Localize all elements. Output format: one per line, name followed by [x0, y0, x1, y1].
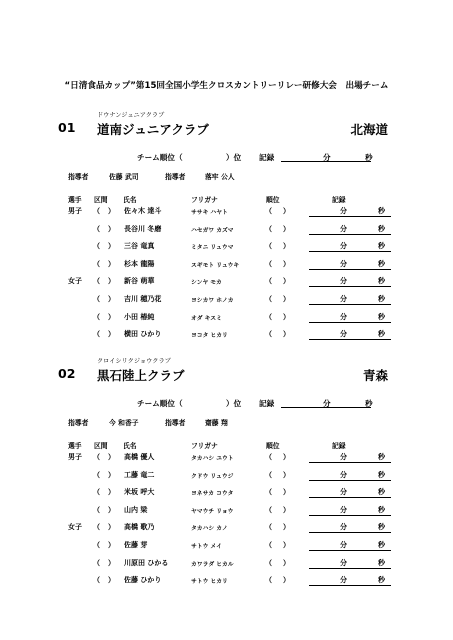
rank-paren-open: （: [265, 224, 272, 233]
section-paren-open: （: [93, 312, 100, 321]
team-rank-suffix: ）位: [226, 399, 242, 408]
player-furigana: カワラダ ヒカル: [191, 561, 234, 568]
second-unit: 秒: [378, 541, 385, 549]
rank-paren-open: （: [265, 242, 272, 251]
record-minute-unit: 分: [323, 399, 331, 408]
minute-unit: 分: [340, 505, 347, 514]
section-paren-close: ）: [108, 576, 115, 585]
player-name: 杉本 龍陽: [124, 259, 155, 268]
rank-paren-open: （: [265, 207, 272, 215]
player-furigana: ヨシカワ ホノカ: [191, 298, 234, 304]
rank-paren-open: （: [265, 277, 272, 286]
section-paren-close: ）: [108, 558, 115, 567]
minute-unit: 分: [340, 312, 347, 321]
rank-paren-open: （: [265, 505, 272, 514]
second-unit: 秒: [378, 558, 385, 567]
minute-unit: 分: [340, 576, 347, 585]
team-furigana: クロイシリクジョウクラブ: [97, 358, 171, 365]
section-paren-open: （: [93, 558, 100, 567]
second-unit: 秒: [378, 312, 385, 321]
rank-paren-close: ）: [283, 488, 290, 497]
second-unit: 秒: [378, 242, 385, 251]
player-name: 佐藤 ひかり: [124, 576, 162, 585]
section-paren-close: ）: [108, 523, 115, 532]
column-header-furigana: フリガナ: [191, 196, 218, 204]
minute-unit: 分: [340, 242, 347, 251]
rank-paren-close: ）: [283, 295, 290, 303]
minute-unit: 分: [340, 207, 347, 215]
rank-paren-close: ）: [283, 453, 290, 461]
coach-name-2: 落牢 公人: [205, 173, 235, 181]
section-paren-open: （: [93, 453, 100, 461]
record-line: [309, 339, 391, 340]
gender-label: 女子: [68, 523, 82, 532]
section-paren-open: （: [93, 207, 100, 215]
section-paren-close: ）: [108, 312, 115, 321]
player-name: 高橋 歌乃: [124, 523, 155, 532]
second-unit: 秒: [378, 576, 385, 585]
rank-paren-close: ）: [283, 242, 290, 251]
player-furigana: サトウ ヒカリ: [191, 579, 228, 586]
player-furigana: ミタニ リュウマ: [191, 245, 234, 252]
record-line: [309, 550, 391, 551]
team-name: 黒石陸上クラブ: [97, 368, 185, 383]
record-label: 記録: [259, 399, 275, 408]
coach-label: 指導者: [68, 173, 89, 181]
rank-paren-close: ）: [283, 207, 290, 215]
record-line: [309, 304, 391, 305]
team-number: 01: [58, 120, 76, 135]
second-unit: 秒: [378, 207, 385, 215]
section-paren-open: （: [93, 576, 100, 585]
second-unit: 秒: [378, 295, 385, 303]
rank-paren-close: ）: [283, 558, 290, 567]
prefecture: 北海道: [350, 122, 388, 137]
section-paren-close: ）: [108, 259, 115, 268]
gender-label: 男子: [68, 453, 82, 461]
record-line: [309, 532, 391, 533]
minute-unit: 分: [340, 541, 347, 549]
rank-paren-open: （: [265, 470, 272, 479]
team-furigana: ドウナンジュニアクラブ: [97, 112, 165, 119]
section-paren-open: （: [93, 523, 100, 532]
section-paren-open: （: [93, 488, 100, 497]
player-furigana: ヨコタ ヒカリ: [191, 333, 228, 340]
section-paren-close: ）: [108, 541, 115, 549]
section-paren-close: ）: [108, 295, 115, 303]
player-name: 高橋 優人: [124, 453, 155, 461]
second-unit: 秒: [378, 330, 385, 339]
player-furigana: スギモト リュウキ: [191, 262, 240, 269]
minute-unit: 分: [340, 330, 347, 339]
column-header-player: 選手: [68, 196, 82, 204]
team-name: 道南ジュニアクラブ: [97, 122, 209, 137]
minute-unit: 分: [340, 488, 347, 497]
record-line: [309, 269, 391, 270]
rank-paren-open: （: [265, 488, 272, 497]
section-paren-open: （: [93, 505, 100, 514]
minute-unit: 分: [340, 453, 347, 461]
player-name: 工藤 竜二: [124, 470, 155, 479]
rank-paren-open: （: [265, 523, 272, 532]
player-name: 佐々木 達斗: [124, 207, 162, 215]
rank-paren-close: ）: [283, 541, 290, 549]
record-line: [309, 585, 391, 586]
minute-unit: 分: [340, 470, 347, 479]
prefecture: 青森: [362, 368, 388, 383]
second-unit: 秒: [378, 505, 385, 514]
rank-paren-open: （: [265, 453, 272, 461]
player-name: 山内 梁: [124, 505, 148, 514]
player-name: 吉川 穂乃花: [124, 295, 162, 303]
player-furigana: ハセガワ カズマ: [191, 227, 234, 234]
column-header-record: 記録: [332, 442, 346, 450]
player-name: 川原田 ひかる: [124, 558, 169, 567]
player-furigana: サトウ メイ: [191, 544, 222, 550]
player-name: 佐藤 芽: [124, 541, 148, 549]
rank-paren-open: （: [265, 312, 272, 321]
column-header-name: 氏名: [123, 196, 137, 204]
coach-label-2: 指導者: [165, 419, 186, 427]
rank-paren-close: ）: [283, 259, 290, 268]
second-unit: 秒: [378, 224, 385, 233]
minute-unit: 分: [340, 224, 347, 233]
rank-paren-close: ）: [283, 576, 290, 585]
record-second-unit: 秒: [365, 399, 373, 408]
player-name: 長谷川 冬磨: [124, 224, 162, 233]
section-paren-close: ）: [108, 330, 115, 339]
player-name: 小田 椿純: [124, 312, 155, 321]
rank-paren-open: （: [265, 295, 272, 303]
section-paren-close: ）: [108, 453, 115, 461]
column-header-rank: 順位: [266, 442, 280, 450]
record-label: 記録: [259, 153, 275, 162]
section-paren-open: （: [93, 224, 100, 233]
player-furigana: ヤマウチ リョウ: [191, 508, 234, 515]
player-name: 新谷 萌華: [124, 277, 155, 286]
rank-paren-open: （: [265, 558, 272, 567]
second-unit: 秒: [378, 453, 385, 461]
record-line: [309, 216, 391, 217]
section-paren-open: （: [93, 541, 100, 549]
second-unit: 秒: [378, 523, 385, 532]
record-second-unit: 秒: [365, 153, 373, 162]
player-name: 横田 ひかり: [124, 330, 162, 339]
second-unit: 秒: [378, 259, 385, 268]
section-paren-close: ）: [108, 207, 115, 215]
document-title: “日清食品カップ”第15回全国小学生クロスカントリーリレー研修大会 出場チーム: [64, 81, 389, 91]
record-line: [309, 322, 391, 323]
team-rank-suffix: ）位: [226, 153, 242, 162]
record-line: [309, 251, 391, 252]
coach-name-1: 佐藤 武司: [109, 173, 139, 181]
player-furigana: ササキ ハヤト: [191, 210, 228, 216]
record-line: [309, 497, 391, 498]
record-line: [309, 286, 391, 287]
team-rank-label: チーム順位（: [137, 153, 183, 162]
minute-unit: 分: [340, 259, 347, 268]
gender-label: 男子: [68, 207, 82, 215]
rank-paren-open: （: [265, 330, 272, 339]
player-furigana: シンヤ モカ: [191, 280, 222, 287]
record-line: [309, 480, 391, 481]
record-line: [309, 462, 391, 463]
second-unit: 秒: [378, 488, 385, 497]
column-header-section: 区間: [94, 196, 108, 204]
rank-paren-open: （: [265, 259, 272, 268]
section-paren-open: （: [93, 470, 100, 479]
rank-paren-close: ）: [283, 224, 290, 233]
section-paren-close: ）: [108, 277, 115, 286]
coach-name-2: 齋藤 翔: [205, 419, 228, 427]
column-header-player: 選手: [68, 442, 82, 450]
record-line: [309, 515, 391, 516]
section-paren-close: ）: [108, 224, 115, 233]
section-paren-close: ）: [108, 242, 115, 251]
section-paren-open: （: [93, 295, 100, 303]
player-furigana: タカハシ ユウト: [191, 456, 234, 462]
rank-paren-open: （: [265, 541, 272, 549]
rank-paren-close: ）: [283, 312, 290, 321]
section-paren-close: ）: [108, 488, 115, 497]
minute-unit: 分: [340, 558, 347, 567]
minute-unit: 分: [340, 295, 347, 303]
rank-paren-close: ）: [283, 277, 290, 286]
rank-paren-close: ）: [283, 470, 290, 479]
record-minute-unit: 分: [323, 153, 331, 162]
rank-paren-close: ）: [283, 330, 290, 339]
coach-label: 指導者: [68, 419, 89, 427]
second-unit: 秒: [378, 470, 385, 479]
section-paren-open: （: [93, 242, 100, 251]
player-furigana: タカハシ カノ: [191, 526, 228, 533]
column-header-rank: 順位: [266, 196, 280, 204]
coach-label-2: 指導者: [165, 173, 186, 181]
record-line: [309, 234, 391, 235]
team-rank-label: チーム順位（: [137, 399, 183, 408]
coach-name-1: 今 和香子: [109, 419, 139, 427]
column-header-name: 氏名: [123, 442, 137, 450]
column-header-section: 区間: [94, 442, 108, 450]
player-furigana: ヨネサカ コウタ: [191, 491, 234, 498]
gender-label: 女子: [68, 277, 82, 286]
player-furigana: オダ キスミ: [191, 315, 222, 322]
player-name: 三谷 竜真: [124, 242, 155, 251]
team-number: 02: [58, 366, 76, 381]
rank-paren-close: ）: [283, 505, 290, 514]
column-header-furigana: フリガナ: [191, 442, 218, 450]
section-paren-close: ）: [108, 470, 115, 479]
section-paren-open: （: [93, 330, 100, 339]
section-paren-open: （: [93, 277, 100, 286]
player-furigana: クドウ リュウジ: [191, 473, 234, 480]
column-header-record: 記録: [332, 196, 346, 204]
minute-unit: 分: [340, 523, 347, 532]
record-line: [309, 568, 391, 569]
player-name: 米坂 呼大: [124, 488, 155, 497]
section-paren-open: （: [93, 259, 100, 268]
minute-unit: 分: [340, 277, 347, 286]
second-unit: 秒: [378, 277, 385, 286]
rank-paren-close: ）: [283, 523, 290, 532]
rank-paren-open: （: [265, 576, 272, 585]
section-paren-close: ）: [108, 505, 115, 514]
